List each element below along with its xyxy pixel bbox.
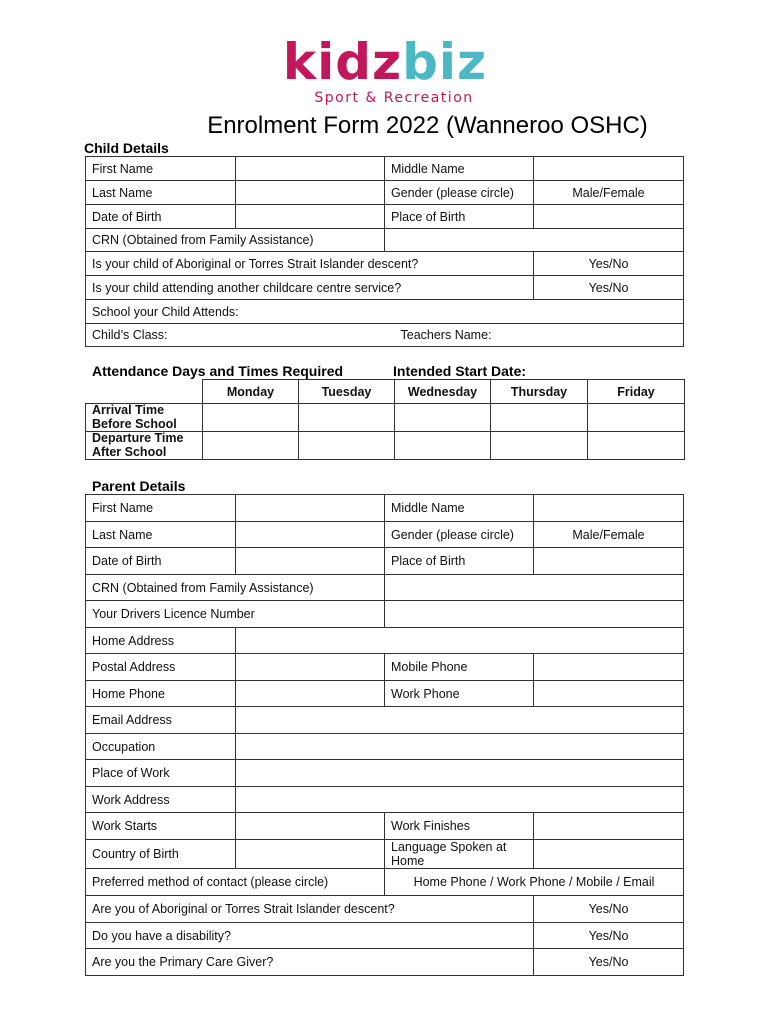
logo-tagline: Sport & Recreation (314, 90, 474, 106)
parent-work-finishes-field[interactable] (534, 813, 684, 840)
attendance-corner (86, 380, 203, 404)
child-first-name-label: First Name (86, 157, 236, 181)
parent-home-address-field[interactable] (236, 628, 684, 654)
kidzbiz-logo (0, 33, 770, 106)
child-aboriginal-question: Is your child of Aboriginal or Torres Strait Islander descent? (86, 252, 534, 276)
parent-home-address-label: Home Address (86, 628, 236, 654)
parent-home-phone-label: Home Phone (86, 681, 236, 707)
child-other-centre-question: Is your child attending another childcare centre service? (86, 276, 534, 300)
departure-friday-field[interactable] (588, 432, 685, 460)
parent-occupation-field[interactable] (236, 734, 684, 760)
arrival-monday-field[interactable] (203, 404, 299, 432)
parent-pob-label: Place of Birth (385, 548, 534, 575)
child-class-field[interactable]: Child’s Class: (86, 324, 385, 347)
child-crn-label: CRN (Obtained from Family Assistance) (86, 229, 385, 252)
child-middle-name-label: Middle Name (385, 157, 534, 181)
parent-email-field[interactable] (236, 707, 684, 734)
parent-work-starts-label: Work Starts (86, 813, 236, 840)
arrival-wednesday-field[interactable] (395, 404, 491, 432)
parent-primary-caregiver-question: Are you the Primary Care Giver? (86, 949, 534, 976)
child-dob-label: Date of Birth (86, 205, 236, 229)
child-school-field[interactable]: School your Child Attends: (86, 300, 684, 324)
parent-place-of-work-label: Place of Work (86, 760, 236, 787)
day-tuesday: Tuesday (299, 380, 395, 404)
parent-crn-label: CRN (Obtained from Family Assistance) (86, 575, 385, 601)
parent-aboriginal-options[interactable]: Yes/No (534, 896, 684, 923)
child-pob-field[interactable] (534, 205, 684, 229)
arrival-tuesday-field[interactable] (299, 404, 395, 432)
parent-work-phone-field[interactable] (534, 681, 684, 707)
parent-disability-options[interactable]: Yes/No (534, 923, 684, 949)
parent-first-name-label: First Name (86, 495, 236, 522)
parent-gender-label: Gender (please circle) (385, 522, 534, 548)
child-last-name-field[interactable] (236, 181, 385, 205)
parent-language-field[interactable] (534, 840, 684, 869)
arrival-thursday-field[interactable] (491, 404, 588, 432)
departure-thursday-field[interactable] (491, 432, 588, 460)
day-monday: Monday (203, 380, 299, 404)
parent-postal-address-label: Postal Address (86, 654, 236, 681)
attendance-heading: Attendance Days and Times Required (92, 363, 344, 379)
parent-details-heading: Parent Details (92, 478, 186, 494)
departure-tuesday-field[interactable] (299, 432, 395, 460)
parent-last-name-field[interactable] (236, 522, 385, 548)
departure-monday-field[interactable] (203, 432, 299, 460)
parent-email-label: Email Address (86, 707, 236, 734)
logo-biz: biz (402, 33, 488, 91)
parent-gender-options[interactable]: Male/Female (534, 522, 684, 548)
parent-contact-method-label: Preferred method of contact (please circle) (86, 869, 385, 896)
parent-disability-question: Do you have a disability? (86, 923, 534, 949)
parent-place-of-work-field[interactable] (236, 760, 684, 787)
departure-time-label: Departure Time After School (86, 432, 203, 460)
form-title: Enrolment Form 2022 (Wanneroo OSHC) (207, 112, 648, 139)
parent-last-name-label: Last Name (86, 522, 236, 548)
parent-licence-field[interactable] (385, 601, 684, 628)
parent-primary-caregiver-options[interactable]: Yes/No (534, 949, 684, 976)
child-last-name-label: Last Name (86, 181, 236, 205)
parent-middle-name-label: Middle Name (385, 495, 534, 522)
parent-licence-label: Your Drivers Licence Number (86, 601, 385, 628)
parent-mobile-field[interactable] (534, 654, 684, 681)
parent-aboriginal-question: Are you of Aboriginal or Torres Strait Islander descent? (86, 896, 534, 923)
parent-pob-field[interactable] (534, 548, 684, 575)
arrival-time-label: Arrival Time Before School (86, 404, 203, 432)
parent-work-phone-label: Work Phone (385, 681, 534, 707)
child-middle-name-field[interactable] (534, 157, 684, 181)
child-dob-field[interactable] (236, 205, 385, 229)
child-gender-options[interactable]: Male/Female (534, 181, 684, 205)
child-gender-label: Gender (please circle) (385, 181, 534, 205)
logo-kidz: kidz (282, 33, 403, 91)
intended-start-date-label[interactable]: Intended Start Date: (393, 363, 527, 379)
parent-mobile-label: Mobile Phone (385, 654, 534, 681)
child-pob-label: Place of Birth (385, 205, 534, 229)
parent-occupation-label: Occupation (86, 734, 236, 760)
parent-country-of-birth-label: Country of Birth (86, 840, 236, 869)
day-thursday: Thursday (491, 380, 588, 404)
parent-contact-method-options[interactable]: Home Phone / Work Phone / Mobile / Email (385, 869, 684, 896)
child-teacher-field[interactable]: Teachers Name: (385, 324, 684, 347)
day-friday: Friday (588, 380, 685, 404)
child-aboriginal-options[interactable]: Yes/No (534, 252, 684, 276)
child-first-name-field[interactable] (236, 157, 385, 181)
parent-language-label: Language Spoken at Home (385, 840, 534, 869)
child-details-table (85, 156, 684, 347)
parent-details-table (85, 494, 684, 976)
departure-wednesday-field[interactable] (395, 432, 491, 460)
day-wednesday: Wednesday (395, 380, 491, 404)
parent-work-starts-field[interactable] (236, 813, 385, 840)
parent-first-name-field[interactable] (236, 495, 385, 522)
parent-dob-field[interactable] (236, 548, 385, 575)
parent-work-address-field[interactable] (236, 787, 684, 813)
parent-dob-label: Date of Birth (86, 548, 236, 575)
parent-country-of-birth-field[interactable] (236, 840, 385, 869)
parent-postal-address-field[interactable] (236, 654, 385, 681)
parent-work-address-label: Work Address (86, 787, 236, 813)
parent-work-finishes-label: Work Finishes (385, 813, 534, 840)
parent-crn-field[interactable] (385, 575, 684, 601)
parent-middle-name-field[interactable] (534, 495, 684, 522)
child-crn-field[interactable] (385, 229, 684, 252)
child-details-heading: Child Details (84, 140, 169, 156)
arrival-friday-field[interactable] (588, 404, 685, 432)
child-other-centre-options[interactable]: Yes/No (534, 276, 684, 300)
parent-home-phone-field[interactable] (236, 681, 385, 707)
attendance-table (85, 379, 685, 460)
